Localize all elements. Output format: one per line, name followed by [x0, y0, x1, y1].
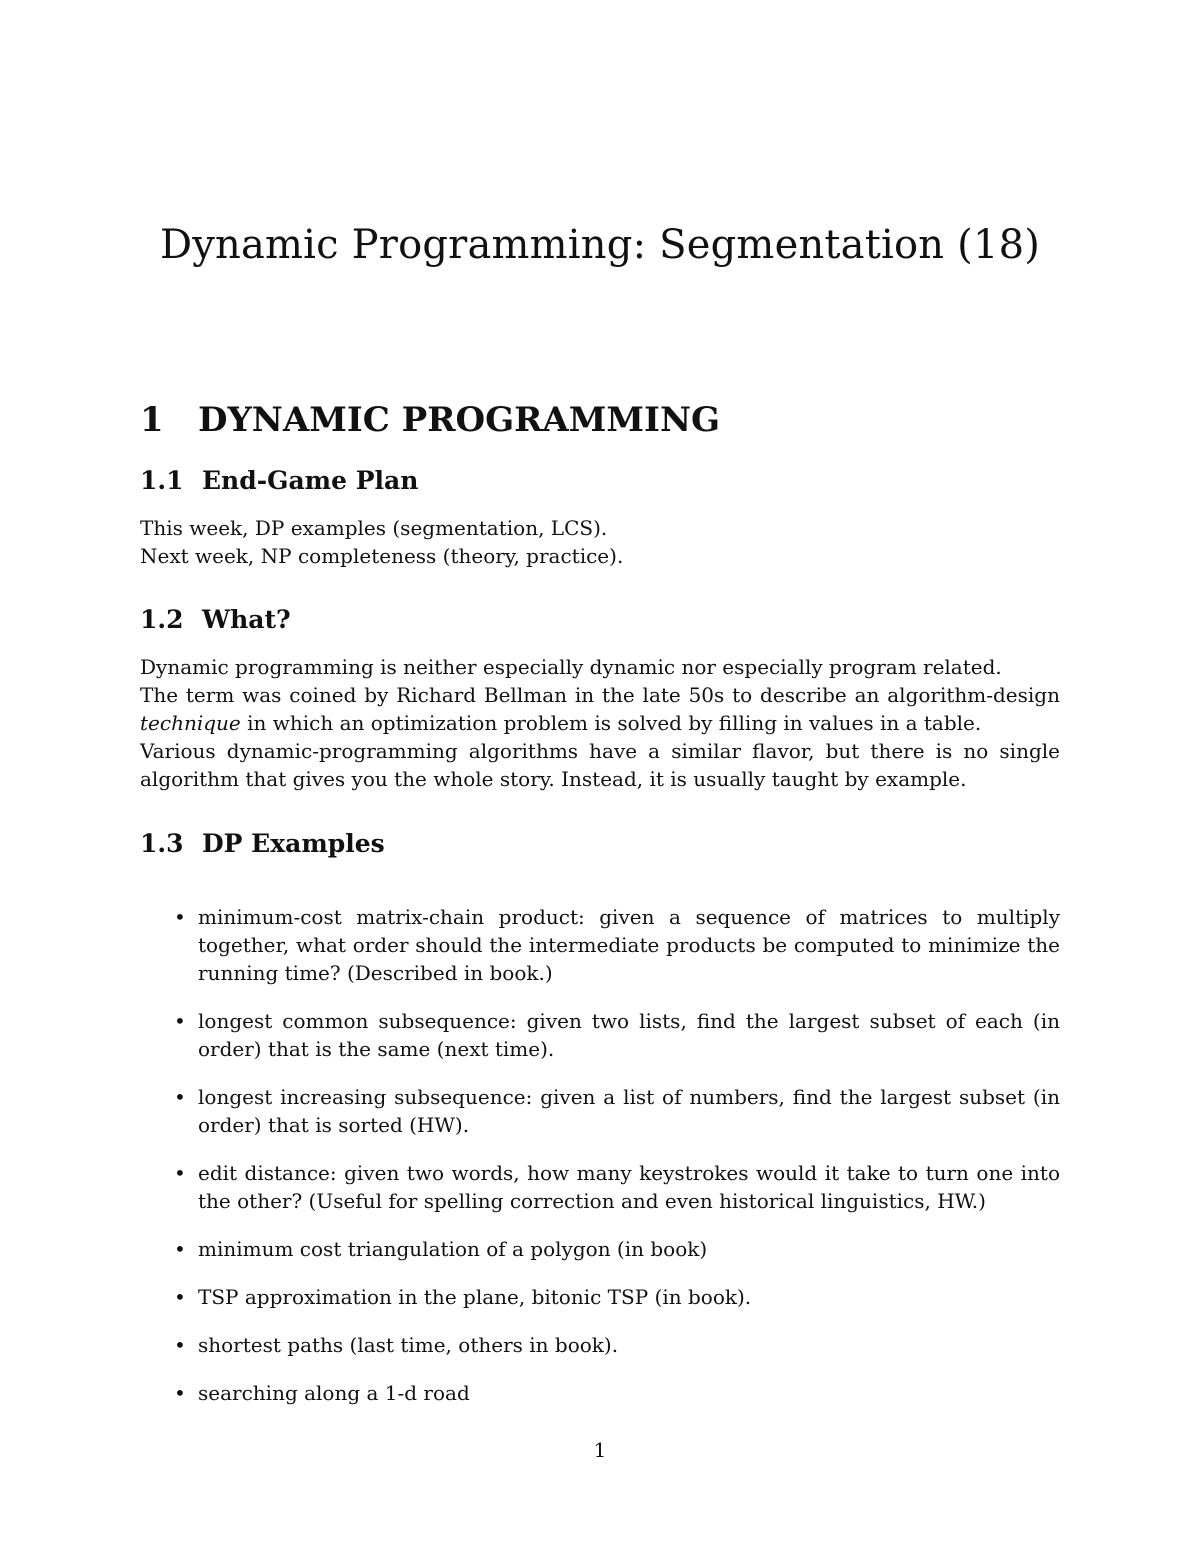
list-item-text: longest common subsequence: given two lists, find the largest subset of each (in order) that is the same (next time). — [198, 1009, 1060, 1061]
bullet-icon: • — [174, 1237, 186, 1261]
what-line-1: Dynamic programming is neither especially dynamic nor especially program related. — [140, 655, 1002, 679]
list-item-text: longest increasing subsequence: given a list of numbers, find the largest subset (in order) that is sorted (HW). — [198, 1085, 1060, 1137]
plan-paragraph — [140, 514, 1060, 570]
subsection-heading-plan — [140, 466, 418, 495]
emphasis-technique: technique — [140, 711, 241, 735]
list-item — [174, 1331, 1060, 1359]
list-item-text: minimum cost triangulation of a polygon (in book) — [198, 1237, 708, 1261]
subsection-title: What? — [202, 605, 291, 634]
bullet-icon: • — [174, 1085, 186, 1109]
what-line-3: Various dynamic-programming algorithms have a similar flavor, but there is no single algorithm that gives you the whole story. Instead, it is usually taught by example. — [140, 739, 1060, 791]
what-paragraph — [140, 653, 1060, 793]
bullet-icon: • — [174, 1161, 186, 1185]
plan-line: This week, DP examples (segmentation, LCS). — [140, 516, 608, 540]
list-item — [174, 1159, 1060, 1215]
bullet-icon: • — [174, 1381, 186, 1405]
bullet-icon: • — [174, 1285, 186, 1309]
bullet-icon: • — [174, 1009, 186, 1033]
subsection-number: 1.1 — [140, 466, 184, 495]
subsection-number: 1.3 — [140, 829, 184, 858]
section-heading — [140, 400, 720, 440]
list-item — [174, 1007, 1060, 1063]
list-item-text: edit distance: given two words, how many keystrokes would it take to turn one into the other? (Useful for spelling correction and even historical linguistics, HW.) — [198, 1161, 1060, 1213]
what-line-2-suffix: in which an optimization problem is solved by filling in values in a table. — [240, 711, 982, 735]
subsection-heading-examples — [140, 829, 385, 858]
list-item — [174, 1283, 1060, 1311]
subsection-heading-what — [140, 605, 291, 634]
subsection-title: End-Game Plan — [202, 466, 419, 495]
list-item — [174, 1235, 1060, 1263]
bullet-icon: • — [174, 905, 186, 929]
list-item-text: searching along a 1-d road — [198, 1381, 470, 1405]
list-item-text: TSP approximation in the plane, bitonic TSP (in book). — [198, 1285, 752, 1309]
bullet-icon: • — [174, 1333, 186, 1357]
section-number: 1 — [140, 400, 164, 440]
examples-list — [174, 903, 1060, 1427]
list-item-text: shortest paths (last time, others in book). — [198, 1333, 619, 1357]
list-item — [174, 1083, 1060, 1139]
plan-line: Next week, NP completeness (theory, practice). — [140, 544, 624, 568]
subsection-title: DP Examples — [202, 829, 385, 858]
list-item — [174, 1379, 1060, 1407]
list-item — [174, 903, 1060, 987]
document-title: Dynamic Programming: Segmentation (18) — [159, 222, 1041, 268]
subsection-number: 1.2 — [140, 605, 184, 634]
what-line-2 — [140, 681, 1060, 737]
section-title: DYNAMIC PROGRAMMING — [198, 400, 721, 440]
list-item-text: minimum-cost matrix-chain product: given a sequence of matrices to multiply together, what order should the intermediate products be computed to minimize the running time? (Described in book.) — [198, 905, 1060, 985]
page-number: 1 — [593, 1438, 607, 1462]
what-line-2-prefix: The term was coined by Richard Bellman in the late 50s to describe an algorithm-design — [140, 683, 1060, 707]
